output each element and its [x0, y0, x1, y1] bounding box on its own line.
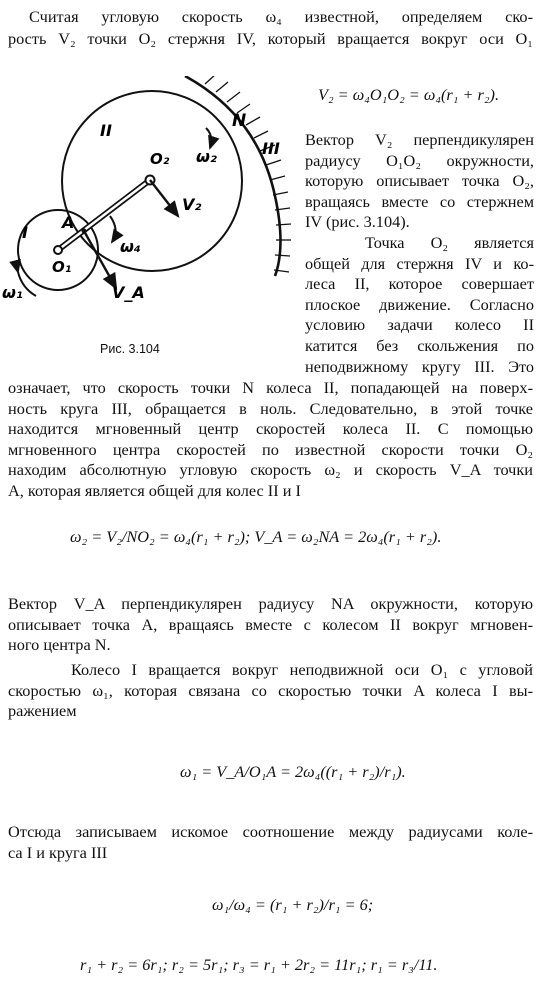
text-line: ного центра N. [8, 635, 111, 655]
text-line: са I и круга III [8, 842, 108, 862]
text-line: общей для стержня IV и ко- [305, 253, 534, 273]
text-line: катится без скольжения по [305, 335, 534, 355]
text-line: находится мгновенный центр скоростей колеса II. С помощью [8, 419, 533, 439]
paragraph-5 [8, 822, 533, 863]
text-line: ность круга III, обращается в ноль. Следовательно, в этой точке [8, 398, 533, 418]
label-i: I [22, 223, 28, 242]
text-line: ражением [8, 701, 77, 721]
paragraph-3 [8, 594, 533, 656]
text-line: Отсюда записываем искомое соотношение между радиусами коле- [8, 822, 533, 841]
text-line: IV (рис. 3.104). [305, 212, 410, 232]
text-line: находим абсолютную угловую скорость ω₂ и скорость V_A точки [8, 460, 533, 480]
text-line: Считая угловую скорость ω₄ известной, определяем ско- [29, 7, 533, 26]
text-line: означает, что скорость точки N колеса II, попадающей на поверх- [8, 378, 533, 397]
label-v2: V₂ [182, 195, 202, 214]
equation-ratio: ω₁/ω₄ = (r₁ + r₂)/r₁ = 6; [212, 895, 374, 914]
equation-omega1: ω₁ = V_A/O₁A = 2ω₄((r₁ + r₂)/r₁). [180, 762, 406, 781]
text-line: условию задачи колесо II [305, 315, 534, 335]
text-line: Колесо I вращается вокруг неподвижной оси O₁ с угловой [71, 660, 533, 679]
label-ii: II [100, 121, 112, 140]
text-line: описывает точка A, вращаясь вместе с колесом II вокруг мгновен- [8, 614, 533, 634]
text-line: плоское движение. Согласно [305, 294, 534, 314]
text-line: Вектор V_A перпендикулярен радиусу NA окружности, которую [8, 594, 533, 613]
text-line: скоростью ω₁, которая связана со скоростью точки A колеса I вы- [8, 680, 533, 700]
text-line: мгновенного центра скоростей по известной скорости точки O₂ [8, 439, 533, 459]
equation-v2: V₂ = ω₄O₁O₂ = ω₄(r₁ + r₂). [318, 85, 500, 104]
label-o2: O₂ [150, 150, 170, 168]
text-line: Вектор V₂ перпендикулярен [305, 130, 534, 149]
text-line: леса II, которое совершает [305, 274, 534, 294]
label-iii: III [262, 139, 280, 158]
text-line: вращаясь вместе со стержнем [305, 191, 534, 211]
label-n: N [232, 111, 247, 131]
text-line: рость V₂ точки O₂ стержня IV, который вращается вокруг оси O₁ [8, 29, 533, 48]
equation-omega2-va: ω₂ = V₂/NO₂ = ω₄(r₁ + r₂); V_A = ω₂NA = 2ω₄(r₁ + r₂). [70, 527, 442, 546]
label-omega4: ω₄ [120, 237, 141, 256]
figure-caption: Рис. 3.104 [100, 342, 160, 356]
label-va: V_A [112, 283, 145, 302]
circle-iii-arc [185, 76, 281, 276]
text-line: неподвижному кругу III. Это [305, 356, 534, 376]
paragraph-2 [8, 378, 533, 502]
figure-3-104 [0, 76, 300, 352]
paragraph-4 [8, 660, 533, 722]
text-line: Точка O₂ является [365, 232, 534, 252]
right-column [305, 130, 534, 377]
equation-radii: r₁ + r₂ = 6r₁; r₂ = 5r₁; r₃ = r₁ + 2r₂ = 11r₁; r₁ = r₃/11. [80, 955, 438, 974]
label-o1: O₁ [52, 258, 72, 276]
label-omega1: ω₁ [2, 283, 23, 302]
text-line: A, которая является общей для колес II и I [8, 480, 301, 500]
text-line: радиусу O₁O₂ окружности, [305, 150, 534, 170]
text-line: которую описывает точка O₂, [305, 171, 534, 191]
label-omega2: ω₂ [196, 147, 217, 166]
label-a: A [62, 213, 75, 232]
